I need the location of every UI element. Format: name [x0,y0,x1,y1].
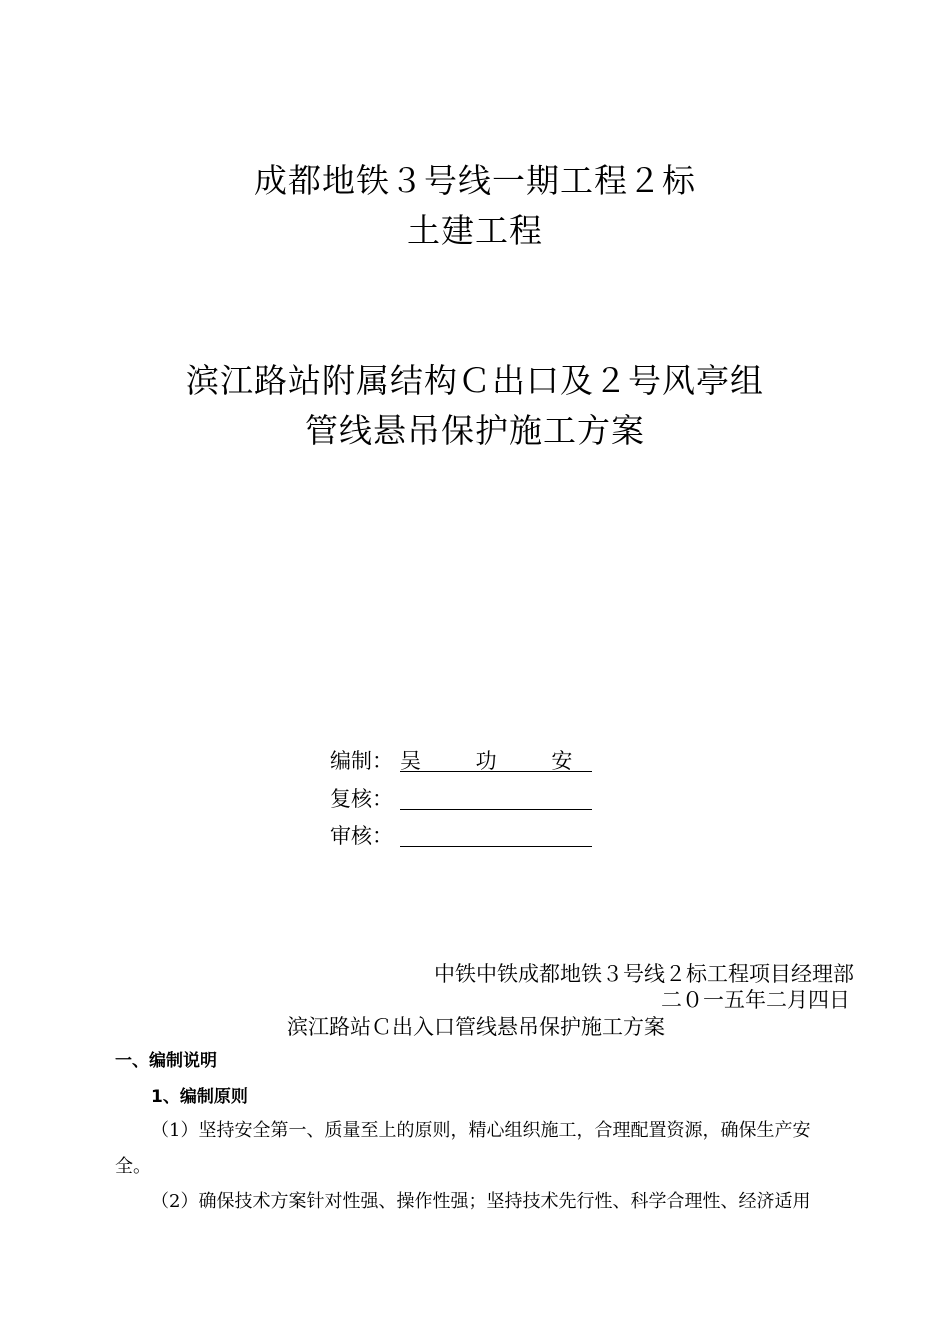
signature-line-reviewer [400,783,592,810]
footer-organization: 中铁中铁成都地铁３号线２标工程项目经理部 [434,962,854,986]
signature-line-compiler: 吴 功 安 [400,745,592,772]
signature-row-reviewer [330,783,592,811]
paragraph-1-line-2: 全。 [115,1156,151,1177]
signature-label-compiler: 编制： [330,749,393,773]
paragraph-2-line-1: （2）确保技术方案针对性强、操作性强；坚持技术先行性、科学合理性、经济适用 [151,1191,811,1212]
cover-title-line-2: 土建工程 [407,211,543,250]
signature-line-auditor [400,820,592,847]
document-title: 滨江路站Ｃ出入口管线悬吊保护施工方案 [287,1015,665,1039]
footer-date: 二０一五年二月四日 [661,988,850,1012]
section-heading: 一、编制说明 [115,1051,217,1071]
cover-title-line-3: 滨江路站附属结构Ｃ出口及２号风亭组 [186,361,764,400]
signature-row-auditor [330,820,592,848]
subsection-heading: 1、编制原则 [151,1087,248,1107]
signature-row-compiler [330,745,597,773]
paragraph-1-line-1: （1）坚持安全第一、质量至上的原则，精心组织施工，合理配置资源，确保生产安 [151,1120,811,1141]
signature-label-reviewer: 复核： [330,787,393,811]
cover-title-line-4: 管线悬吊保护施工方案 [305,411,645,450]
signature-label-auditor: 审核： [330,824,393,848]
cover-title-line-1: 成都地铁３号线一期工程２标 [254,161,696,200]
